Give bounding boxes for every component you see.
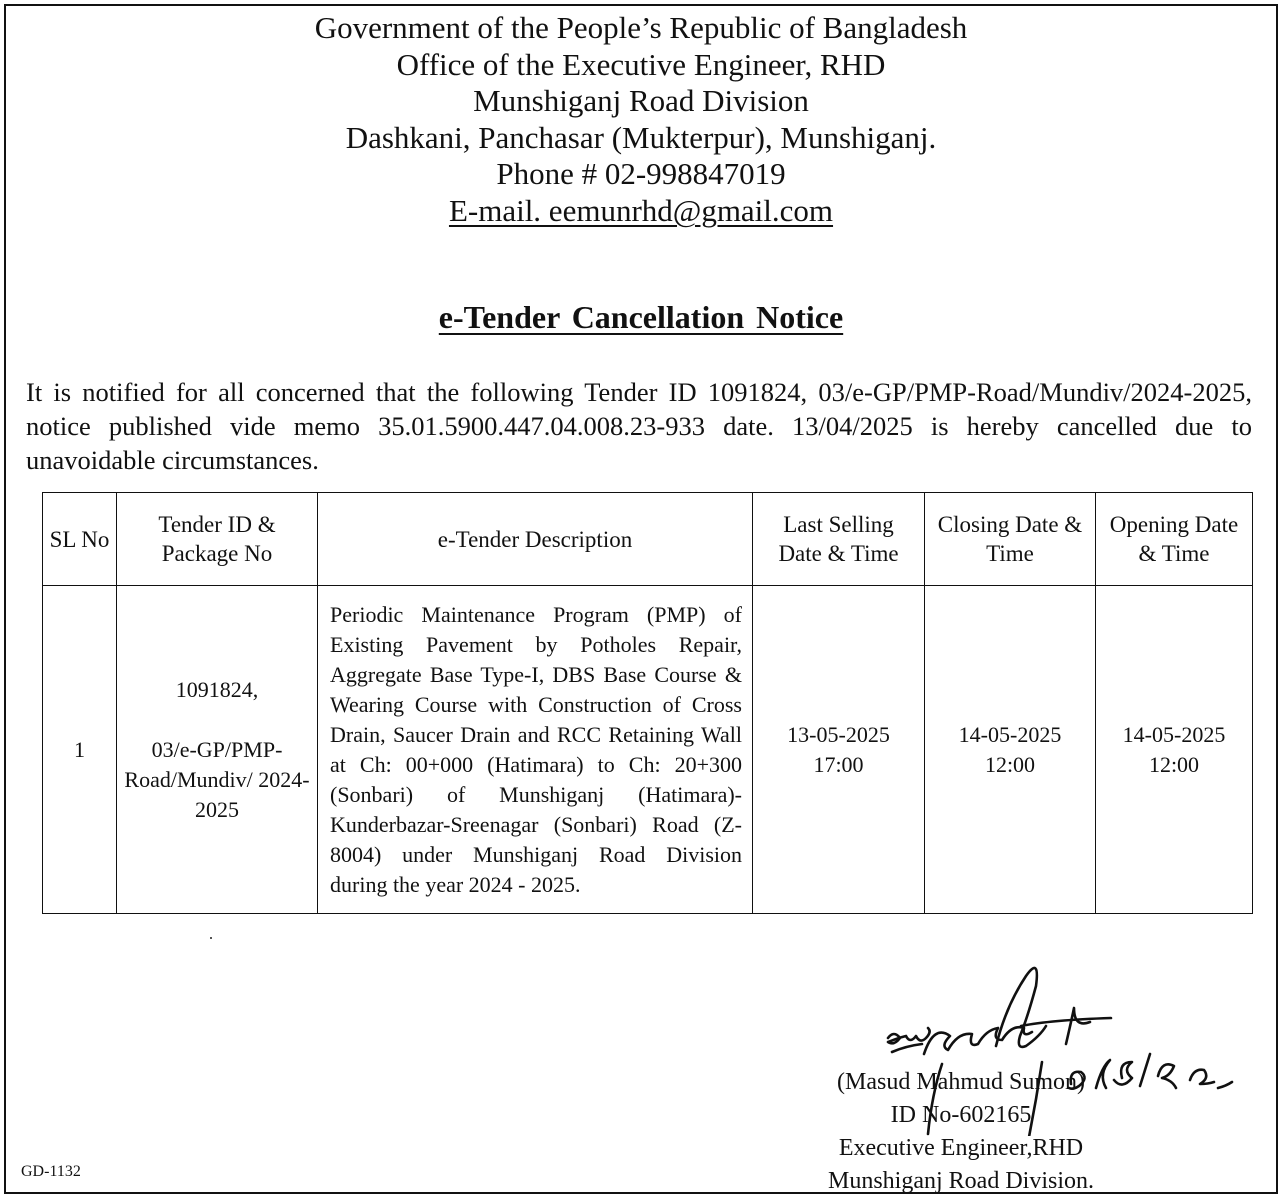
signatory-designation: Executive Engineer,RHD: [838, 1135, 1084, 1161]
header-closing: Closing Date & Time: [925, 493, 1096, 586]
signatory-id: ID No-602165: [890, 1102, 1032, 1128]
cell-sl-no: 1: [43, 586, 117, 914]
letterhead-address: Dashkani, Panchasar (Mukterpur), Munshiganj.: [345, 119, 937, 155]
closing-date: 14-05-2025: [958, 721, 1062, 747]
header-last-selling: Last Selling Date & Time: [753, 493, 925, 586]
cell-last-selling: [753, 586, 925, 914]
header-tender-id: Tender ID & Package No: [117, 493, 318, 586]
scan-speck: [210, 937, 212, 939]
signatory-name: (Masud Mahmud Sumon): [837, 1069, 1085, 1095]
signatory-block: [796, 1066, 1126, 1198]
opening-date: 14-05-2025: [1122, 721, 1226, 747]
letterhead-email: E-mail. eemunrhd@gmail.com: [448, 192, 834, 228]
form-code: GD-1132: [21, 1163, 81, 1180]
last-selling-time: 17:00: [813, 751, 864, 777]
letterhead-office: Office of the Executive Engineer, RHD: [396, 46, 886, 82]
signatory-office: Munshiganj Road Division.: [827, 1168, 1094, 1194]
table-header-row: [43, 493, 1253, 586]
last-selling-date: 13-05-2025: [787, 721, 890, 747]
opening-time: 12:00: [1148, 751, 1200, 777]
notice-intro: It is notified for all concerned that the following Tender ID 1091824, 03/e-GP/PMP-Road/Mundiv/2024-2025, notice published vide memo 35.01.5900.447.04.008.23-933 date. 13/04/2025 is hereby cancelled due to unavoidable circumstances.: [26, 377, 1252, 475]
table-row: [43, 586, 1253, 914]
notice-title: e-Tender Cancellation Notice: [438, 299, 844, 335]
cell-tender-id: [117, 586, 318, 914]
letterhead-government: Government of the People’s Republic of Bangladesh: [314, 10, 968, 45]
letterhead: [6, 10, 1276, 229]
notice-page: [4, 4, 1278, 1194]
package-no: 03/e-GP/PMP-Road/Mundiv/ 2024-2025: [124, 736, 310, 822]
tender-table: [42, 492, 1253, 914]
closing-time: 12:00: [984, 751, 1036, 777]
letterhead-phone: Phone # 02-998847019: [496, 156, 786, 191]
header-opening: Opening Date & Time: [1096, 493, 1253, 586]
tender-id: 1091824,: [175, 676, 259, 702]
header-description: e-Tender Description: [318, 493, 753, 586]
cell-closing: [925, 586, 1096, 914]
letterhead-division: Munshiganj Road Division: [473, 83, 809, 118]
header-sl-no: SL No: [43, 493, 117, 586]
cell-opening: [1096, 586, 1253, 914]
cell-description: Periodic Maintenance Program (PMP) of Existing Pavement by Potholes Repair, Aggregate Base Type-I, DBS Base Course & Wearing Course with Construction of Cross Drain, Saucer Drain and RCC Retaining Wall at Ch: 00+000 (Hatimara) to Ch: 20+300 (Sonbari) of Munshiganj (Hatimara)-Kunderbazar-Sreenagar (Sonbari) Road (Z-8004) under Munshiganj Road Division during the year 2024 - 2025.: [318, 586, 753, 914]
